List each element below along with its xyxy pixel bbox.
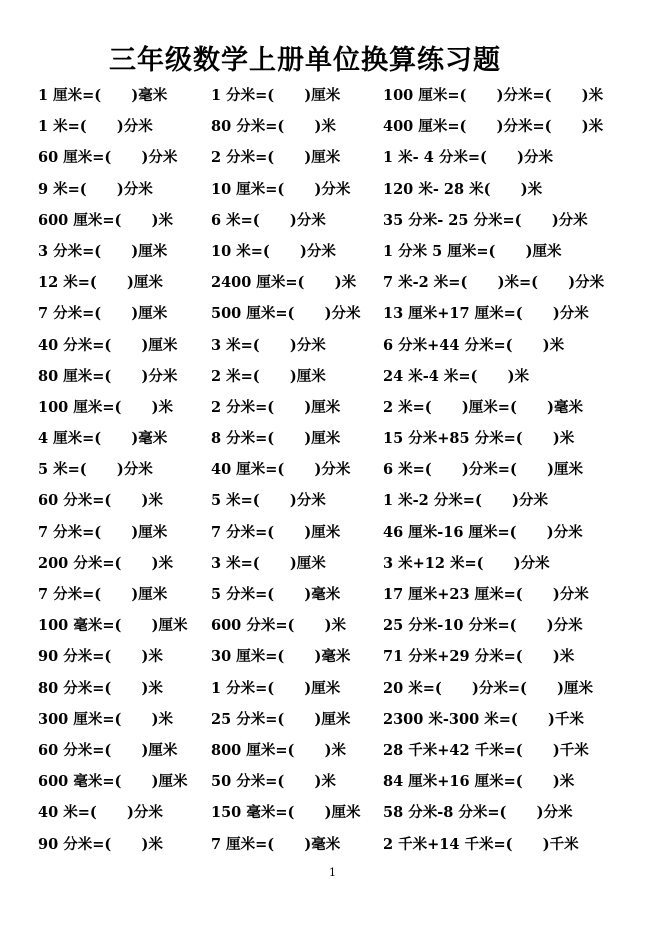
exercise-item: 5 分米=( )毫米: [211, 586, 341, 603]
exercise-row: [38, 301, 638, 332]
exercise-item: 24 米-4 米=( )米: [383, 367, 530, 385]
exercise-item: 12 米=( )厘米: [38, 274, 163, 292]
exercise-grid: [38, 83, 638, 863]
exercise-item: 71 分米+29 分米=( )米: [383, 648, 575, 666]
exercise-row: [38, 738, 638, 769]
exercise-item: 9 米=( )分米: [38, 180, 153, 198]
exercise-item: 500 厘米=( )分米: [211, 305, 361, 323]
exercise-item: 10 厘米=( )分米: [211, 180, 351, 198]
exercise-item: 100 厘米=( )分米=( )米: [383, 87, 604, 104]
exercise-item: 600 厘米=( )米: [38, 211, 173, 229]
exercise-item: 30 厘米=( )毫米: [211, 648, 351, 666]
exercise-item: 1 米=( )分米: [38, 118, 153, 136]
exercise-item: 1 分米 5 厘米=( )厘米: [383, 242, 562, 260]
exercise-item: 800 厘米=( )米: [211, 741, 346, 759]
exercise-item: 300 厘米=( )米: [38, 710, 173, 728]
exercise-item: 2 千米+14 千米=( )千米: [383, 835, 579, 853]
exercise-row: [38, 333, 638, 364]
exercise-item: 7 厘米=( )毫米: [211, 835, 341, 853]
exercise-item: 50 分米=( )米: [211, 773, 336, 791]
exercise-item: 3 分米=( )厘米: [38, 242, 168, 260]
exercise-row: [38, 520, 638, 551]
exercise-row: [38, 83, 638, 114]
exercise-item: 84 厘米+16 厘米=( )米: [383, 773, 575, 791]
exercise-item: 200 分米=( )米: [38, 554, 173, 572]
exercise-item: 7 米-2 米=( )米=( )分米: [383, 274, 605, 292]
exercise-item: 7 分米=( )厘米: [38, 305, 168, 323]
exercise-item: 1 米-2 分米=( )分米: [383, 492, 548, 510]
exercise-item: 6 米=( )分米: [211, 211, 326, 229]
exercise-item: 7 分米=( )厘米: [38, 586, 168, 603]
exercise-item: 120 米- 28 米( )米: [383, 180, 543, 198]
exercise-item: 17 厘米+23 厘米=( )分米: [383, 586, 589, 603]
exercise-item: 60 分米=( )厘米: [38, 741, 178, 759]
worksheet-title: 三年级数学上册单位换算练习题: [109, 45, 501, 76]
exercise-item: 6 分米+44 分米=( )米: [383, 336, 565, 354]
exercise-row: [38, 114, 638, 145]
exercise-item: 25 分米=( )厘米: [211, 710, 351, 728]
exercise-item: 90 分米=( )米: [38, 835, 163, 853]
exercise-row: [38, 613, 638, 644]
exercise-row: [38, 239, 638, 270]
exercise-row: [38, 364, 638, 395]
exercise-item: 3 米=( )分米: [211, 336, 326, 354]
exercise-item: 40 分米=( )厘米: [38, 336, 178, 354]
exercise-item: 150 毫米=( )厘米: [211, 804, 361, 822]
exercise-item: 40 厘米=( )分米: [211, 461, 351, 479]
exercise-item: 5 米=( )分米: [38, 461, 153, 479]
exercise-row: [38, 551, 638, 582]
exercise-item: 2300 米-300 米=( )千米: [383, 710, 584, 728]
exercise-row: [38, 707, 638, 738]
exercise-item: 6 米=( )分米=( )厘米: [383, 461, 583, 479]
exercise-item: 1 米- 4 分米=( )分米: [383, 149, 553, 167]
exercise-item: 20 米=( )分米=( )厘米: [383, 679, 594, 697]
exercise-row: [38, 800, 638, 831]
exercise-item: 600 毫米=( )厘米: [38, 773, 188, 791]
exercise-item: 7 分米=( )厘米: [211, 523, 341, 541]
exercise-item: 25 分米-10 分米=( )分米: [383, 617, 583, 635]
exercise-row: [38, 832, 638, 863]
exercise-row: [38, 145, 638, 176]
exercise-row: [38, 208, 638, 239]
exercise-item: 8 分米=( )厘米: [211, 430, 341, 448]
exercise-item: 2 米=( )厘米=( )毫米: [383, 398, 583, 416]
exercise-item: 60 分米=( )米: [38, 492, 163, 510]
page-number: 1: [329, 866, 336, 879]
exercise-item: 400 厘米=( )分米=( )米: [383, 118, 604, 136]
exercise-item: 28 千米+42 千米=( )千米: [383, 741, 589, 759]
exercise-row: [38, 270, 638, 301]
exercise-row: [38, 395, 638, 426]
exercise-item: 3 米+12 米=( )分米: [383, 554, 550, 572]
exercise-item: 2 米=( )厘米: [211, 367, 326, 385]
exercise-item: 15 分米+85 分米=( )米: [383, 430, 575, 448]
exercise-item: 1 厘米=( )毫米: [38, 87, 168, 104]
exercise-item: 80 厘米=( )分米: [38, 367, 178, 385]
exercise-item: 80 分米=( )米: [211, 118, 336, 136]
exercise-row: [38, 644, 638, 675]
exercise-item: 80 分米=( )米: [38, 679, 163, 697]
exercise-item: 40 米=( )分米: [38, 804, 163, 822]
exercise-item: 2 分米=( )厘米: [211, 398, 341, 416]
exercise-item: 1 分米=( )厘米: [211, 679, 341, 697]
exercise-item: 10 米=( )分米: [211, 242, 336, 260]
exercise-row: [38, 582, 638, 613]
exercise-item: 2400 厘米=( )米: [211, 274, 357, 292]
exercise-item: 46 厘米-16 厘米=( )分米: [383, 523, 583, 541]
exercise-item: 60 厘米=( )分米: [38, 149, 178, 167]
exercise-item: 600 分米=( )米: [211, 617, 346, 635]
exercise-row: [38, 457, 638, 488]
exercise-row: [38, 177, 638, 208]
exercise-row: [38, 769, 638, 800]
exercise-item: 13 厘米+17 厘米=( )分米: [383, 305, 589, 323]
exercise-item: 35 分米- 25 分米=( )分米: [383, 211, 588, 229]
exercise-item: 100 厘米=( )米: [38, 398, 173, 416]
exercise-item: 3 米=( )厘米: [211, 554, 326, 572]
exercise-item: 4 厘米=( )毫米: [38, 430, 168, 448]
exercise-item: 90 分米=( )米: [38, 648, 163, 666]
exercise-row: [38, 676, 638, 707]
exercise-item: 5 米=( )分米: [211, 492, 326, 510]
exercise-item: 100 毫米=( )厘米: [38, 617, 188, 635]
exercise-item: 58 分米-8 分米=( )分米: [383, 804, 573, 822]
exercise-row: [38, 426, 638, 457]
exercise-item: 2 分米=( )厘米: [211, 149, 341, 167]
exercise-item: 1 分米=( )厘米: [211, 87, 341, 104]
exercise-row: [38, 488, 638, 519]
exercise-item: 7 分米=( )厘米: [38, 523, 168, 541]
